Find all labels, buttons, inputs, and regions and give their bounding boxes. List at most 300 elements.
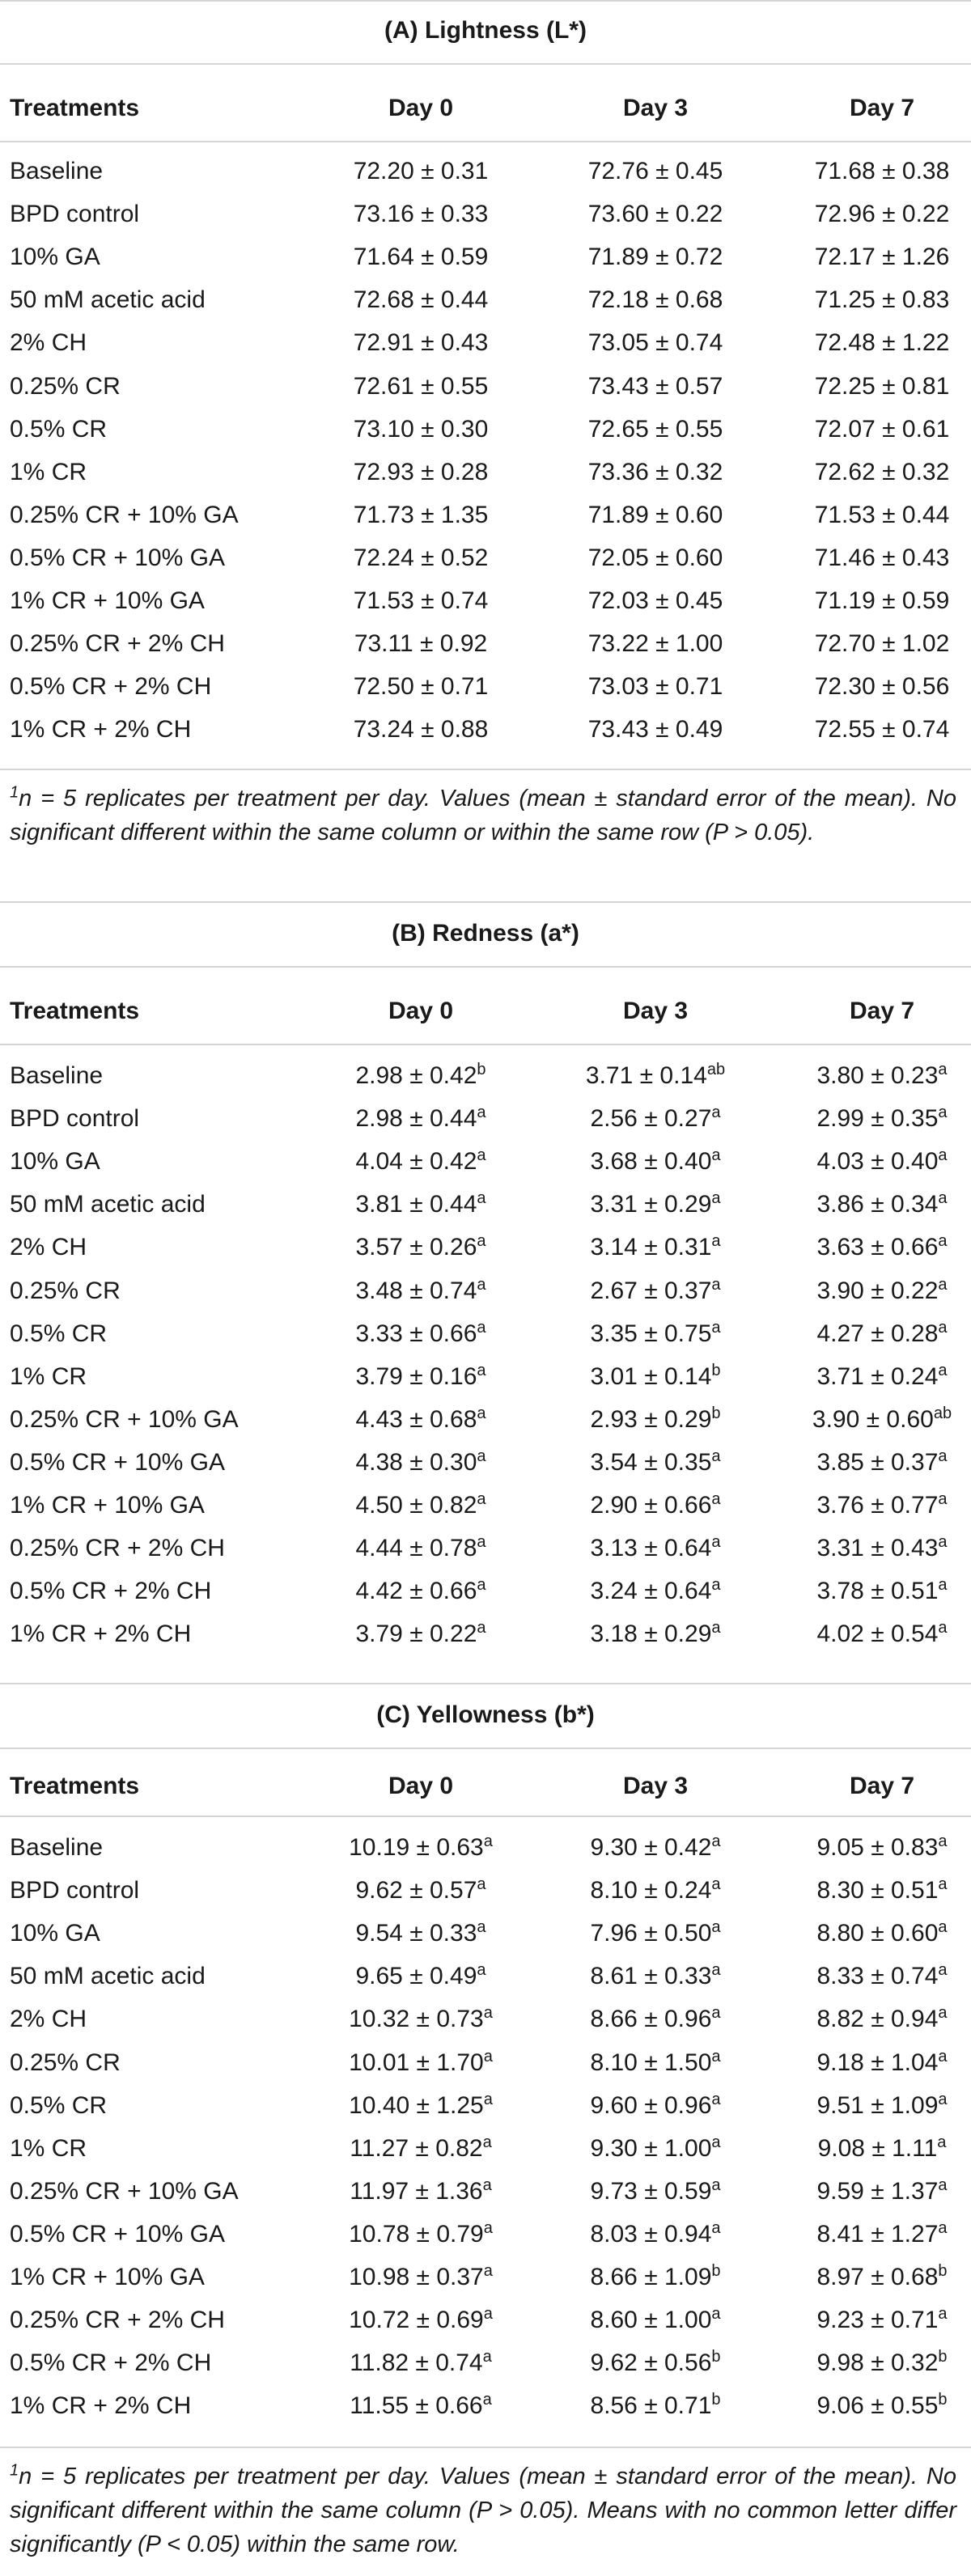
section-a-header-row	[0, 92, 971, 125]
significance-letter: a	[477, 1619, 486, 1637]
cell-day7-value: 71.19 ± 0.59	[814, 587, 950, 614]
cell-treatment	[10, 1404, 239, 1436]
cell-day0-value: 10.19 ± 0.63	[349, 1834, 484, 1861]
cell-day7-value: 3.90 ± 0.22	[816, 1277, 939, 1304]
cell-day7	[728, 2304, 971, 2337]
cell-day7-value: 8.97 ± 0.68	[816, 2264, 939, 2290]
cell-day7	[728, 1447, 971, 1479]
cell-day3-value: 73.03 ± 0.71	[587, 673, 723, 700]
significance-letter: a	[477, 1232, 486, 1250]
cell-day7-value: 9.59 ± 1.37	[816, 2178, 939, 2205]
table-row	[0, 1875, 971, 1907]
table-row	[0, 1618, 971, 1650]
significance-letter: a	[483, 1832, 493, 1850]
cell-day3-value: 8.56 ± 0.71	[590, 2392, 712, 2419]
significance-letter: a	[938, 1447, 948, 1465]
cell-day3-value: 8.66 ± 1.09	[590, 2264, 712, 2290]
significance-letter: a	[938, 1576, 948, 1594]
cell-day0-value: 4.42 ± 0.66	[355, 1578, 477, 1604]
cell-day7-value: 9.08 ± 1.11	[817, 2135, 938, 2162]
cell-day3-value: 2.90 ± 0.66	[590, 1492, 712, 1519]
cell-day3-value: 3.13 ± 0.64	[590, 1535, 712, 1561]
cell-day0-value: 73.10 ± 0.30	[353, 416, 489, 443]
cell-day0-value: 71.73 ± 1.35	[353, 502, 489, 528]
section-b-title-rule	[0, 966, 971, 968]
significance-letter: a	[477, 1533, 486, 1551]
table-row	[0, 585, 971, 617]
significance-letter: a	[938, 2176, 948, 2194]
cell-day7-value: 4.27 ± 0.28	[816, 1320, 939, 1347]
significance-letter: a	[711, 1447, 721, 1465]
cell-treatment	[10, 1618, 191, 1650]
table-row	[0, 371, 971, 403]
cell-day7	[728, 2090, 971, 2122]
footnote-text: n = 5 replicates per treatment per day. Values (mean ± standard error of the mean). No significant different within the same column (P > 0.05). Means with no common letter differ significantly (P < 0.05) within the same row.	[10, 2464, 956, 2557]
significance-letter: a	[711, 1576, 721, 1594]
cell-day0-value: 4.50 ± 0.82	[355, 1492, 477, 1519]
cell-day3-value: 2.67 ± 0.37	[590, 1277, 712, 1304]
section-a-footnote	[10, 782, 956, 849]
section-a-title-rule	[0, 63, 971, 65]
significance-letter: a	[477, 1447, 486, 1465]
significance-letter: b	[711, 2262, 721, 2280]
cell-day3-value: 73.60 ± 0.22	[587, 201, 723, 227]
table-row	[0, 1318, 971, 1350]
cell-day0-value: 72.91 ± 0.43	[353, 329, 489, 356]
header-day3: Day 3	[622, 95, 689, 121]
header-treatments: Treatments	[10, 95, 140, 121]
cell-day7-value: 71.46 ± 0.43	[814, 544, 950, 571]
cell-treatment	[10, 1832, 103, 1864]
cell-day7-value: 3.86 ± 0.34	[816, 1191, 939, 1218]
cell-day3-value: 3.35 ± 0.75	[590, 1320, 712, 1347]
cell-day3-value: 72.05 ± 0.60	[587, 544, 723, 571]
cell-day7	[728, 1875, 971, 1907]
cell-day7	[728, 2390, 971, 2422]
cell-day7	[728, 371, 971, 403]
section-c-title-rule	[0, 1748, 971, 1749]
significance-letter: a	[482, 2391, 492, 2409]
significance-letter: a	[711, 1232, 721, 1250]
cell-day7-value: 3.76 ± 0.77	[816, 1492, 939, 1519]
cell-day7-value: 9.23 ± 0.71	[816, 2307, 939, 2333]
cell-treatment-value: 0.25% CR + 10% GA	[10, 1406, 239, 1433]
significance-letter: a	[938, 1276, 948, 1294]
cell-treatment-value: 0.5% CR + 10% GA	[10, 544, 225, 571]
table-row	[0, 456, 971, 489]
footnote-marker: 1	[10, 2461, 19, 2480]
cell-day0-value: 4.38 ± 0.30	[355, 1449, 477, 1476]
significance-letter: a	[711, 1619, 721, 1637]
section-a-footnote-rule	[0, 901, 971, 903]
table-row	[0, 1060, 971, 1092]
cell-treatment-value: 0.5% CR	[10, 1320, 108, 1347]
cell-treatment-value: 50 mM acetic acid	[10, 286, 206, 313]
cell-day7-value: 8.41 ± 1.27	[816, 2221, 939, 2248]
significance-letter: a	[477, 1405, 486, 1422]
cell-day0-value: 3.79 ± 0.16	[355, 1363, 477, 1390]
section-a-title: (A) Lightness (L*)	[384, 17, 587, 44]
cell-treatment-value: 0.25% CR + 10% GA	[10, 502, 239, 528]
significance-letter: a	[711, 1875, 721, 1893]
table-row	[0, 2090, 971, 2122]
cell-day3-value: 71.89 ± 0.72	[587, 244, 723, 270]
cell-day3-value: 73.43 ± 0.49	[587, 716, 723, 743]
cell-treatment-value: 0.25% CR + 2% CH	[10, 630, 225, 657]
table-row	[0, 2047, 971, 2079]
header-treatments: Treatments	[10, 998, 140, 1024]
cell-treatment	[10, 241, 100, 273]
cell-treatment	[10, 1489, 205, 1522]
significance-letter: a	[938, 1533, 948, 1551]
cell-treatment-value: 1% CR + 2% CH	[10, 716, 192, 743]
cell-day7	[728, 1575, 971, 1608]
cell-day7-value: 72.17 ± 1.26	[814, 244, 950, 270]
cell-treatment	[10, 628, 225, 660]
cell-day7	[728, 628, 971, 660]
cell-treatment	[10, 1060, 103, 1092]
cell-day7	[728, 1318, 971, 1350]
section-c-footnote	[10, 2459, 956, 2561]
section-c-header-row	[0, 1770, 971, 1803]
table-row	[0, 1575, 971, 1608]
cell-treatment-value: 1% CR	[10, 459, 87, 485]
cell-treatment-value: 0.25% CR + 2% CH	[10, 2307, 225, 2333]
significance-letter: a	[711, 2176, 721, 2194]
significance-letter: a	[482, 2176, 492, 2194]
cell-day7	[728, 327, 971, 359]
cell-treatment-value: 0.5% CR + 10% GA	[10, 1449, 225, 1476]
cell-treatment	[10, 1532, 225, 1565]
cell-day0-value: 11.27 ± 0.82	[350, 2135, 483, 2162]
table-row	[0, 241, 971, 273]
cell-day3-value: 3.24 ± 0.64	[590, 1578, 712, 1604]
significance-letter: a	[477, 1875, 486, 1893]
cell-day7	[728, 284, 971, 316]
cell-day3-value: 8.10 ± 1.50	[590, 2049, 712, 2076]
significance-letter: a	[937, 2133, 947, 2151]
cell-day3-value: 2.93 ± 0.29	[590, 1406, 712, 1433]
cell-day3-value: 2.56 ± 0.27	[590, 1105, 712, 1132]
table-row	[0, 1917, 971, 1950]
cell-treatment-value: 0.5% CR	[10, 2092, 108, 2119]
cell-day7-value: 8.33 ± 0.74	[816, 1963, 939, 1989]
cell-day7-value: 72.07 ± 0.61	[814, 416, 950, 443]
cell-day0-value: 72.93 ± 0.28	[353, 459, 489, 485]
cell-day7	[728, 155, 971, 188]
cell-day3-value: 72.65 ± 0.55	[587, 416, 723, 443]
table-row	[0, 1146, 971, 1178]
cell-treatment-value: 0.5% CR	[10, 416, 108, 443]
cell-day3-value: 72.03 ± 0.45	[587, 587, 723, 614]
significance-letter: a	[477, 1961, 486, 1979]
table-row	[0, 284, 971, 316]
significance-letter: a	[711, 1104, 721, 1121]
significance-letter: a	[938, 2305, 948, 2323]
significance-letter: b	[938, 2262, 948, 2280]
cell-day3-value: 8.61 ± 0.33	[590, 1963, 712, 1989]
significance-letter: a	[938, 1832, 948, 1850]
cell-day7-value: 9.51 ± 1.09	[816, 2092, 939, 2119]
cell-treatment	[10, 1875, 139, 1907]
significance-letter: ab	[706, 1061, 726, 1078]
cell-day0-value: 3.79 ± 0.22	[355, 1621, 477, 1647]
cell-day0-value: 9.54 ± 0.33	[355, 1920, 477, 1947]
significance-letter: a	[938, 2004, 948, 2022]
significance-letter: a	[477, 1576, 486, 1594]
significance-letter: a	[711, 1146, 721, 1164]
cell-treatment	[10, 1188, 206, 1221]
cell-day7-value: 72.62 ± 0.32	[814, 459, 950, 485]
table-row	[0, 628, 971, 660]
header-day0: Day 0	[388, 1773, 454, 1799]
cell-treatment	[10, 1960, 206, 1993]
cell-day0-value: 11.82 ± 0.74	[350, 2349, 483, 2376]
significance-letter: a	[938, 1189, 948, 1207]
cell-day3-value: 3.18 ± 0.29	[590, 1621, 712, 1647]
cell-day7	[728, 1618, 971, 1650]
table-row	[0, 1361, 971, 1393]
cell-day7-value: 9.05 ± 0.83	[816, 1834, 939, 1861]
cell-day7	[728, 1146, 971, 1178]
table-row	[0, 714, 971, 746]
cell-treatment-value: 10% GA	[10, 1920, 100, 1947]
cell-day3-value: 8.60 ± 1.00	[590, 2307, 712, 2333]
cell-day7-value: 4.03 ± 0.40	[816, 1148, 939, 1175]
cell-day7	[728, 714, 971, 746]
cell-day7	[728, 413, 971, 446]
table-row	[0, 155, 971, 188]
cell-day7	[728, 1917, 971, 1950]
cell-day7	[728, 1231, 971, 1264]
cell-day7-value: 8.82 ± 0.94	[816, 2006, 939, 2032]
cell-treatment	[10, 2390, 191, 2422]
significance-letter: a	[483, 2048, 493, 2065]
cell-day0-value: 11.55 ± 0.66	[350, 2392, 483, 2419]
cell-treatment-value: 0.5% CR + 2% CH	[10, 1578, 212, 1604]
cell-day7	[728, 1532, 971, 1565]
cell-treatment	[10, 2304, 225, 2337]
cell-day0-value: 72.20 ± 0.31	[353, 158, 489, 184]
cell-day7	[728, 1489, 971, 1522]
cell-day7	[728, 1832, 971, 1864]
cell-day7-value: 9.06 ± 0.55	[816, 2392, 939, 2419]
cell-treatment	[10, 499, 239, 532]
cell-treatment-value: 0.5% CR + 10% GA	[10, 2221, 225, 2248]
cell-treatment-value: 2% CH	[10, 1234, 87, 1260]
cell-day3-value: 3.14 ± 0.31	[590, 1234, 712, 1260]
cell-day3-value: 9.30 ± 1.00	[590, 2135, 712, 2162]
table-row	[0, 1275, 971, 1307]
cell-day7	[728, 2261, 971, 2294]
significance-letter: a	[938, 2048, 948, 2065]
cell-day7	[728, 1404, 971, 1436]
cell-day3-value: 3.01 ± 0.14	[590, 1363, 712, 1390]
table-row	[0, 2390, 971, 2422]
cell-treatment-value: 0.25% CR	[10, 373, 121, 400]
cell-day7-value: 8.30 ± 0.51	[816, 1877, 939, 1904]
cell-day3-value: 8.10 ± 0.24	[590, 1877, 712, 1904]
cell-day7	[728, 2176, 971, 2208]
cell-day7-value: 3.71 ± 0.24	[816, 1363, 939, 1390]
cell-day0-value: 73.11 ± 0.92	[354, 630, 488, 657]
significance-letter: a	[711, 1490, 721, 1508]
cell-day3-value: 3.68 ± 0.40	[590, 1148, 712, 1175]
table-row	[0, 2133, 971, 2165]
table-row	[0, 2003, 971, 2036]
significance-letter: a	[711, 2091, 721, 2108]
cell-treatment	[10, 2003, 87, 2036]
cell-day7-value: 9.98 ± 0.32	[816, 2349, 939, 2376]
cell-treatment	[10, 1361, 87, 1393]
cell-treatment-value: 1% CR + 10% GA	[10, 2264, 205, 2290]
cell-day3-value: 73.43 ± 0.57	[587, 373, 723, 400]
cell-day0-value: 72.61 ± 0.55	[353, 373, 489, 400]
cell-day3-value: 3.31 ± 0.29	[590, 1191, 712, 1218]
cell-day7-value: 72.25 ± 0.81	[814, 373, 950, 400]
significance-letter: a	[938, 1490, 948, 1508]
significance-letter: a	[711, 2133, 721, 2151]
cell-day7-value: 72.30 ± 0.56	[814, 673, 950, 700]
cell-day7	[728, 1060, 971, 1092]
cell-treatment-value: BPD control	[10, 1877, 140, 1904]
cell-treatment	[10, 2218, 225, 2251]
cell-treatment-value: 1% CR	[10, 1363, 87, 1390]
significance-letter: a	[938, 2091, 948, 2108]
cell-treatment	[10, 371, 121, 403]
section-b-header-row	[0, 995, 971, 1027]
table-row	[0, 2261, 971, 2294]
cell-day0-value: 10.72 ± 0.69	[349, 2307, 484, 2333]
cell-day0-value: 72.50 ± 0.71	[353, 673, 489, 700]
cell-treatment	[10, 198, 139, 231]
significance-letter: a	[938, 1961, 948, 1979]
cell-treatment-value: 2% CH	[10, 2006, 87, 2032]
significance-letter: a	[711, 1533, 721, 1551]
cell-day3-value: 72.18 ± 0.68	[587, 286, 723, 313]
cell-day0-value: 3.81 ± 0.44	[355, 1191, 477, 1218]
cell-treatment	[10, 284, 206, 316]
cell-treatment-value: 2% CH	[10, 329, 87, 356]
significance-letter: a	[477, 1189, 486, 1207]
significance-letter: b	[711, 2391, 721, 2409]
cell-day0-value: 72.68 ± 0.44	[353, 286, 489, 313]
cell-treatment-value: 0.25% CR + 10% GA	[10, 2178, 239, 2205]
cell-day3-value: 9.30 ± 0.42	[590, 1834, 712, 1861]
cell-day7	[728, 542, 971, 574]
table-row	[0, 499, 971, 532]
cell-day3-value: 73.22 ± 1.00	[587, 630, 723, 657]
cell-day7-value: 3.80 ± 0.23	[816, 1062, 939, 1089]
cell-day7-value: 3.85 ± 0.37	[816, 1449, 939, 1476]
cell-day7	[728, 241, 971, 273]
table-row	[0, 2176, 971, 2208]
cell-treatment-value: 1% CR + 10% GA	[10, 1492, 205, 1519]
cell-day0-value: 71.53 ± 0.74	[353, 587, 489, 614]
cell-treatment	[10, 1575, 211, 1608]
significance-letter: a	[477, 1276, 486, 1294]
significance-letter: a	[711, 1189, 721, 1207]
table-row	[0, 1188, 971, 1221]
cell-day7	[728, 585, 971, 617]
significance-letter: a	[711, 2004, 721, 2022]
cell-treatment	[10, 2047, 121, 2079]
cell-day3-value: 3.54 ± 0.35	[590, 1449, 712, 1476]
cell-treatment	[10, 456, 87, 489]
significance-letter: a	[482, 2348, 492, 2366]
table-row	[0, 1832, 971, 1864]
significance-letter: b	[711, 1362, 721, 1379]
significance-letter: b	[711, 1405, 721, 1422]
cell-day0-value: 3.48 ± 0.74	[355, 1277, 477, 1304]
cell-treatment-value: BPD control	[10, 201, 140, 227]
section-a-bottom-rule	[0, 769, 971, 770]
table-row	[0, 671, 971, 703]
cell-day7	[728, 2133, 971, 2165]
significance-letter: b	[477, 1061, 486, 1078]
section-b-header-rule	[0, 1044, 971, 1045]
cell-treatment	[10, 155, 103, 188]
top-rule	[0, 0, 971, 2]
cell-treatment-value: 1% CR + 10% GA	[10, 587, 205, 614]
significance-letter: a	[938, 1146, 948, 1164]
cell-day7	[728, 456, 971, 489]
significance-letter: a	[711, 2305, 721, 2323]
significance-letter: a	[711, 1961, 721, 1979]
cell-day7-value: 3.90 ± 0.60	[812, 1406, 934, 1433]
header-day7: Day 7	[849, 95, 915, 121]
table-row	[0, 327, 971, 359]
cell-day7	[728, 499, 971, 532]
cell-treatment-value: Baseline	[10, 1062, 104, 1089]
cell-day7-value: 2.99 ± 0.35	[816, 1105, 939, 1132]
cell-day3-value: 9.62 ± 0.56	[590, 2349, 712, 2376]
cell-treatment-value: 50 mM acetic acid	[10, 1191, 206, 1218]
significance-letter: a	[938, 2219, 948, 2237]
significance-letter: a	[477, 1490, 486, 1508]
cell-day0-value: 4.04 ± 0.42	[355, 1148, 477, 1175]
cell-treatment	[10, 2347, 211, 2379]
cell-treatment	[10, 2176, 239, 2208]
cell-day0-value: 10.40 ± 1.25	[349, 2092, 484, 2119]
cell-treatment	[10, 585, 205, 617]
cell-day7-value: 8.80 ± 0.60	[816, 1920, 939, 1947]
significance-letter: a	[711, 2219, 721, 2237]
significance-letter: a	[938, 1232, 948, 1250]
cell-day0-value: 72.24 ± 0.52	[353, 544, 489, 571]
table-row	[0, 1447, 971, 1479]
cell-treatment-value: BPD control	[10, 1105, 140, 1132]
table-row	[0, 542, 971, 574]
significance-letter: b	[711, 2348, 721, 2366]
cell-day0-value: 3.57 ± 0.26	[355, 1234, 477, 1260]
cell-day0-value: 2.98 ± 0.44	[355, 1105, 477, 1132]
cell-day7	[728, 2047, 971, 2079]
cell-day3-value: 8.03 ± 0.94	[590, 2221, 712, 2248]
table-row	[0, 1404, 971, 1436]
significance-letter: a	[483, 2004, 493, 2022]
cell-day3-value: 3.71 ± 0.14	[585, 1062, 707, 1089]
cell-treatment-value: 0.25% CR + 2% CH	[10, 1535, 225, 1561]
cell-day7-value: 3.63 ± 0.66	[816, 1234, 939, 1260]
cell-day3-value: 8.66 ± 0.96	[590, 2006, 712, 2032]
cell-treatment	[10, 1447, 225, 1479]
table-row	[0, 2347, 971, 2379]
cell-day7-value: 71.25 ± 0.83	[814, 286, 950, 313]
table-row	[0, 1960, 971, 1993]
cell-day7-value: 3.78 ± 0.51	[816, 1578, 939, 1604]
cell-day0-value: 9.62 ± 0.57	[355, 1877, 477, 1904]
